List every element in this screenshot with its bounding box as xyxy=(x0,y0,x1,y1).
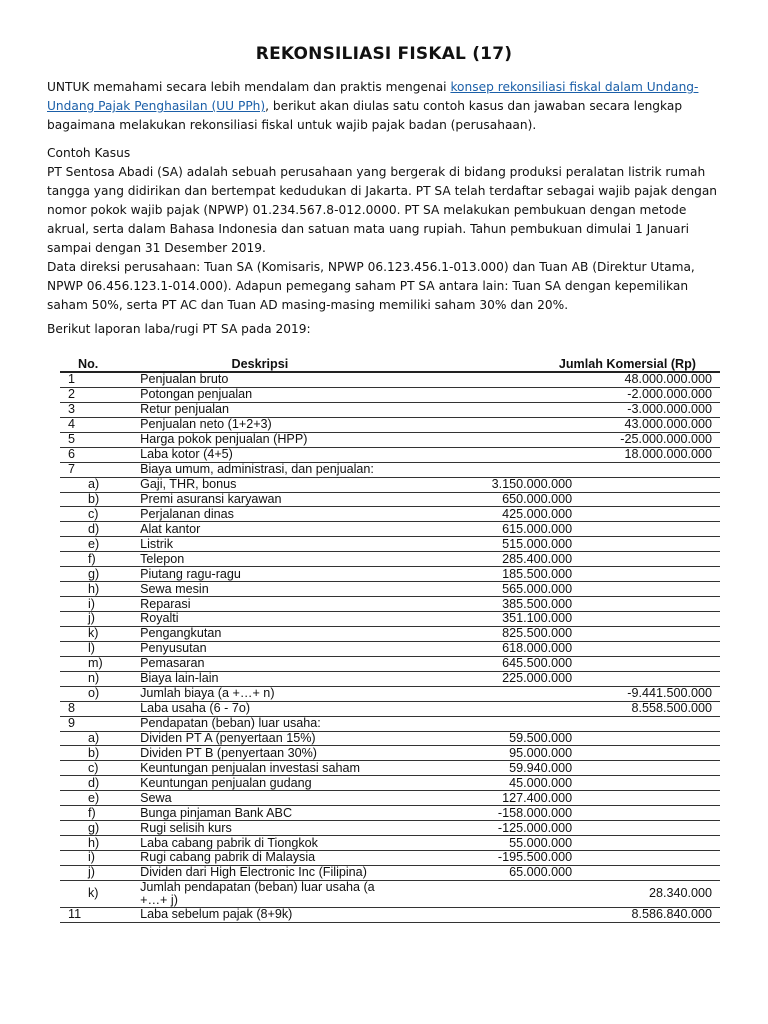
row-total xyxy=(580,671,720,686)
row-total: 28.340.000 xyxy=(580,880,720,907)
row-amount xyxy=(380,447,580,462)
table-row xyxy=(60,806,720,821)
row-description: Laba usaha (6 - 7o) xyxy=(140,701,380,716)
row-total: -25.000.000.000 xyxy=(580,432,720,447)
row-description: Jumlah biaya (a +…+ n) xyxy=(140,686,380,701)
row-description: Laba sebelum pajak (8+9k) xyxy=(140,907,380,922)
row-total xyxy=(580,806,720,821)
table-row xyxy=(60,432,720,447)
row-description: Dividen PT A (penyertaan 15%) xyxy=(140,731,380,746)
row-number: 3 xyxy=(60,402,140,417)
row-description: Laba cabang pabrik di Tiongkok xyxy=(140,836,380,851)
row-description: Reparasi xyxy=(140,597,380,612)
row-description: Sewa mesin xyxy=(140,582,380,597)
table-row xyxy=(60,402,720,417)
row-total xyxy=(580,641,720,656)
row-amount xyxy=(380,716,580,731)
row-number: c) xyxy=(60,761,140,776)
table-row xyxy=(60,582,720,597)
table-row xyxy=(60,372,720,387)
row-amount: 225.000.000 xyxy=(380,671,580,686)
case-heading: Contoh Kasus xyxy=(47,146,131,160)
row-description: Biaya lain-lain xyxy=(140,671,380,686)
row-description: Potongan penjualan xyxy=(140,387,380,402)
row-total xyxy=(580,597,720,612)
row-total xyxy=(580,791,720,806)
row-amount xyxy=(380,372,580,387)
row-amount xyxy=(380,686,580,701)
row-amount xyxy=(380,462,580,477)
row-amount: 515.000.000 xyxy=(380,537,580,552)
row-total xyxy=(580,552,720,567)
row-number: 1 xyxy=(60,372,140,387)
row-total: 8.586.840.000 xyxy=(580,907,720,922)
row-description: Listrik xyxy=(140,537,380,552)
row-amount: 127.400.000 xyxy=(380,791,580,806)
row-description: Dividen PT B (penyertaan 30%) xyxy=(140,746,380,761)
row-description: Telepon xyxy=(140,552,380,567)
row-amount: 95.000.000 xyxy=(380,746,580,761)
intro-text-before: UNTUK memahami secara lebih mendalam dan praktis mengenai xyxy=(47,80,451,94)
row-description: Piutang ragu-ragu xyxy=(140,567,380,582)
row-amount: -125.000.000 xyxy=(380,821,580,836)
row-number: j) xyxy=(60,612,140,627)
concept-link[interactable]: konsep rekonsiliasi fiskal dalam Undang-Undang Pajak Penghasilan (UU PPh) xyxy=(47,80,699,113)
row-number: 2 xyxy=(60,387,140,402)
table-row xyxy=(60,626,720,641)
table-row xyxy=(60,791,720,806)
row-number: 4 xyxy=(60,417,140,432)
row-description: Harga pokok penjualan (HPP) xyxy=(140,432,380,447)
row-number: g) xyxy=(60,821,140,836)
row-amount: 825.500.000 xyxy=(380,626,580,641)
table-row xyxy=(60,701,720,716)
table-row xyxy=(60,776,720,791)
row-amount: 285.400.000 xyxy=(380,552,580,567)
row-number: h) xyxy=(60,836,140,851)
row-total xyxy=(580,731,720,746)
row-number: 7 xyxy=(60,462,140,477)
table-row xyxy=(60,447,720,462)
row-total xyxy=(580,582,720,597)
header-no: No. xyxy=(60,357,140,372)
row-description: Penjualan neto (1+2+3) xyxy=(140,417,380,432)
row-description: Jumlah pendapatan (beban) luar usaha (a +…+ j) xyxy=(140,880,380,907)
row-description: Rugi selisih kurs xyxy=(140,821,380,836)
row-number: a) xyxy=(60,477,140,492)
row-description: Royalti xyxy=(140,612,380,627)
row-number: l) xyxy=(60,641,140,656)
row-number: k) xyxy=(60,880,140,907)
header-amount: Jumlah Komersial (Rp) xyxy=(380,357,720,372)
row-number: o) xyxy=(60,686,140,701)
directors-paragraph: Data direksi perusahaan: Tuan SA (Komisaris, NPWP 06.123.456.1-013.000) dan Tuan AB (Direktur Utama, NPWP 06.456.123.1-014.000). Adapun pemegang saham PT SA antara lain: Tuan SA dengan kepemilikan saham 50%, serta PT AC dan Tuan AD masing-masing memiliki saham 30% dan 20%. xyxy=(47,260,695,312)
row-number: 6 xyxy=(60,447,140,462)
row-number: d) xyxy=(60,776,140,791)
header-description: Deskripsi xyxy=(140,357,380,372)
row-description: Keuntungan penjualan investasi saham xyxy=(140,761,380,776)
row-amount xyxy=(380,907,580,922)
row-description: Laba kotor (4+5) xyxy=(140,447,380,462)
row-amount: 3.150.000.000 xyxy=(380,477,580,492)
row-amount xyxy=(380,417,580,432)
table-row xyxy=(60,746,720,761)
row-number: 9 xyxy=(60,716,140,731)
row-number: 5 xyxy=(60,432,140,447)
row-amount: 351.100.000 xyxy=(380,612,580,627)
table-row xyxy=(60,686,720,701)
row-description: Premi asuransi karyawan xyxy=(140,492,380,507)
row-number: d) xyxy=(60,522,140,537)
table-row xyxy=(60,597,720,612)
row-total xyxy=(580,865,720,880)
table-row xyxy=(60,761,720,776)
row-amount: 55.000.000 xyxy=(380,836,580,851)
table-row xyxy=(60,462,720,477)
row-amount xyxy=(380,880,580,907)
row-total xyxy=(580,507,720,522)
table-row xyxy=(60,567,720,582)
table-row xyxy=(60,417,720,432)
row-total: 8.558.500.000 xyxy=(580,701,720,716)
row-amount: 65.000.000 xyxy=(380,865,580,880)
row-total: 48.000.000.000 xyxy=(580,372,720,387)
table-row xyxy=(60,907,720,922)
row-amount: 650.000.000 xyxy=(380,492,580,507)
row-number: f) xyxy=(60,806,140,821)
row-total xyxy=(580,746,720,761)
row-description: Pengangkutan xyxy=(140,626,380,641)
table-row xyxy=(60,492,720,507)
row-number: a) xyxy=(60,731,140,746)
row-total xyxy=(580,492,720,507)
table-row xyxy=(60,641,720,656)
row-amount: 185.500.000 xyxy=(380,567,580,582)
row-amount: -158.000.000 xyxy=(380,806,580,821)
row-number: n) xyxy=(60,671,140,686)
row-total xyxy=(580,612,720,627)
table-row xyxy=(60,821,720,836)
row-amount: 45.000.000 xyxy=(380,776,580,791)
row-description: Retur penjualan xyxy=(140,402,380,417)
table-row xyxy=(60,836,720,851)
row-number: j) xyxy=(60,865,140,880)
table-row xyxy=(60,671,720,686)
row-number: i) xyxy=(60,851,140,866)
row-amount: 425.000.000 xyxy=(380,507,580,522)
row-total xyxy=(580,836,720,851)
row-description: Pemasaran xyxy=(140,656,380,671)
row-amount: 565.000.000 xyxy=(380,582,580,597)
row-amount xyxy=(380,387,580,402)
table-row xyxy=(60,387,720,402)
row-total xyxy=(580,626,720,641)
table-intro: Berikut laporan laba/rugi PT SA pada 2019: xyxy=(47,322,311,336)
table-row xyxy=(60,880,720,907)
row-amount xyxy=(380,432,580,447)
table-row xyxy=(60,522,720,537)
table-header-row xyxy=(60,357,720,372)
intro-paragraph xyxy=(47,78,727,135)
row-number: e) xyxy=(60,791,140,806)
row-amount: 59.940.000 xyxy=(380,761,580,776)
row-number: 11 xyxy=(60,907,140,922)
table-row xyxy=(60,537,720,552)
row-number: g) xyxy=(60,567,140,582)
income-statement-table xyxy=(60,357,720,923)
row-description: Penjualan bruto xyxy=(140,372,380,387)
row-description: Gaji, THR, bonus xyxy=(140,477,380,492)
row-description: Rugi cabang pabrik di Malaysia xyxy=(140,851,380,866)
row-total xyxy=(580,761,720,776)
table-row xyxy=(60,851,720,866)
row-total: -2.000.000.000 xyxy=(580,387,720,402)
row-description: Keuntungan penjualan gudang xyxy=(140,776,380,791)
row-amount: -195.500.000 xyxy=(380,851,580,866)
row-number: e) xyxy=(60,537,140,552)
row-total: 43.000.000.000 xyxy=(580,417,720,432)
table-row xyxy=(60,716,720,731)
row-number: i) xyxy=(60,597,140,612)
row-total xyxy=(580,656,720,671)
row-total xyxy=(580,537,720,552)
row-description: Alat kantor xyxy=(140,522,380,537)
page-title: REKONSILIASI FISKAL (17) xyxy=(255,44,513,64)
row-total xyxy=(580,477,720,492)
table-row xyxy=(60,731,720,746)
row-description: Penyusutan xyxy=(140,641,380,656)
row-number: f) xyxy=(60,552,140,567)
row-description: Dividen dari High Electronic Inc (Filipina) xyxy=(140,865,380,880)
table-row xyxy=(60,656,720,671)
row-amount xyxy=(380,701,580,716)
row-description: Pendapatan (beban) luar usaha: xyxy=(140,716,380,731)
row-description: Biaya umum, administrasi, dan penjualan: xyxy=(140,462,380,477)
intro-text-after: , berikut akan diulas satu contoh kasus dan jawaban secara lengkap bagaimana melakukan rekonsiliasi fiskal untuk wajib pajak badan (perusahaan). xyxy=(47,99,683,132)
row-amount: 385.500.000 xyxy=(380,597,580,612)
row-total: -9.441.500.000 xyxy=(580,686,720,701)
row-total xyxy=(580,776,720,791)
table-row xyxy=(60,477,720,492)
row-number: k) xyxy=(60,626,140,641)
table-row xyxy=(60,612,720,627)
row-total xyxy=(580,716,720,731)
case-section xyxy=(47,144,727,258)
row-amount: 59.500.000 xyxy=(380,731,580,746)
row-total xyxy=(580,851,720,866)
row-total xyxy=(580,462,720,477)
row-amount xyxy=(380,402,580,417)
row-number: m) xyxy=(60,656,140,671)
table-row xyxy=(60,552,720,567)
row-number: h) xyxy=(60,582,140,597)
row-total xyxy=(580,821,720,836)
row-total: -3.000.000.000 xyxy=(580,402,720,417)
row-amount: 618.000.000 xyxy=(380,641,580,656)
row-total xyxy=(580,567,720,582)
row-amount: 615.000.000 xyxy=(380,522,580,537)
row-description: Perjalanan dinas xyxy=(140,507,380,522)
row-total: 18.000.000.000 xyxy=(580,447,720,462)
case-text: PT Sentosa Abadi (SA) adalah sebuah perusahaan yang bergerak di bidang produksi peralatan listrik rumah tangga yang didirikan dan bertempat kedudukan di Jakarta. PT SA telah terdaftar sebagai wajib pajak dengan nomor pokok wajib pajak (NPWP) 01.234.567.8-012.0000. PT SA melakukan pembukuan dengan metode akrual, serta dalam Bahasa Indonesia dan satuan mata uang rupiah. Tahun pembukuan dimulai 1 Januari sampai dengan 31 Desember 2019. xyxy=(47,165,718,255)
row-description: Bunga pinjaman Bank ABC xyxy=(140,806,380,821)
row-total xyxy=(580,522,720,537)
row-number: c) xyxy=(60,507,140,522)
table-body xyxy=(60,372,720,922)
row-number: b) xyxy=(60,746,140,761)
row-number: 8 xyxy=(60,701,140,716)
table-row xyxy=(60,507,720,522)
row-amount: 645.500.000 xyxy=(380,656,580,671)
row-description: Sewa xyxy=(140,791,380,806)
row-number: b) xyxy=(60,492,140,507)
table-row xyxy=(60,865,720,880)
